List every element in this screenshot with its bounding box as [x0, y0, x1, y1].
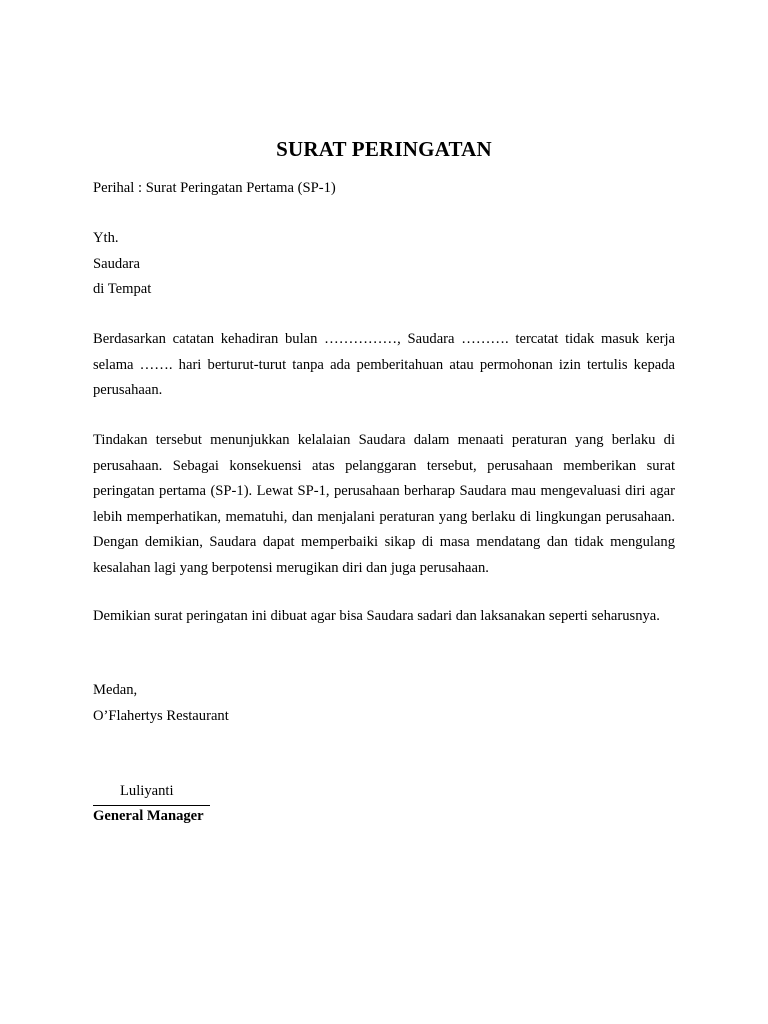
recipient-salutation: Yth. [93, 230, 119, 246]
body-paragraph: Demikian surat peringatan ini dibuat agar bisa Saudara sadari dan laksanakan seperti seharusnya. [93, 608, 660, 624]
subject-line: Perihal : Surat Peringatan Pertama (SP-1) [93, 180, 336, 196]
recipient-name: Saudara [93, 256, 141, 272]
signature-line [93, 805, 210, 806]
closing-place: Medan, [93, 682, 138, 698]
letter-title: SURAT PERINGATAN [276, 137, 492, 161]
closing-company: O’Flahertys Restaurant [93, 708, 229, 724]
body-paragraph: Tindakan tersebut menunjukkan kelalaian Saudara dalam menaati peraturan yang berlaku di perusahaan. Sebagai konsekuensi atas pelanggaran tersebut, perusahaan memberikan surat peringatan pertama (SP-1). Lewat SP-1, perusahaan berharap Saudara mau mengevaluasi diri agar lebih memperhatikan, mematuhi, dan menjalani peraturan yang berlaku di lingkungan perusahaan. Dengan demikian, Saudara dapat memperbaiki sikap di masa mendatang dan tidak mengulang kesalahan lagi yang berpotensi merugikan diri dan juga perusahaan. [93, 432, 675, 576]
signatory-position: General Manager [93, 808, 204, 824]
recipient-place: di Tempat [93, 281, 152, 297]
body-paragraph: Berdasarkan catatan kehadiran bulan ……………, Saudara ………. tercatat tidak masuk kerja selama ……. hari berturut-turut tanpa ada pemberitahuan atau permohonan izin tertulis kepada perusahaan. [93, 331, 675, 398]
signatory-name: Luliyanti [120, 783, 174, 799]
